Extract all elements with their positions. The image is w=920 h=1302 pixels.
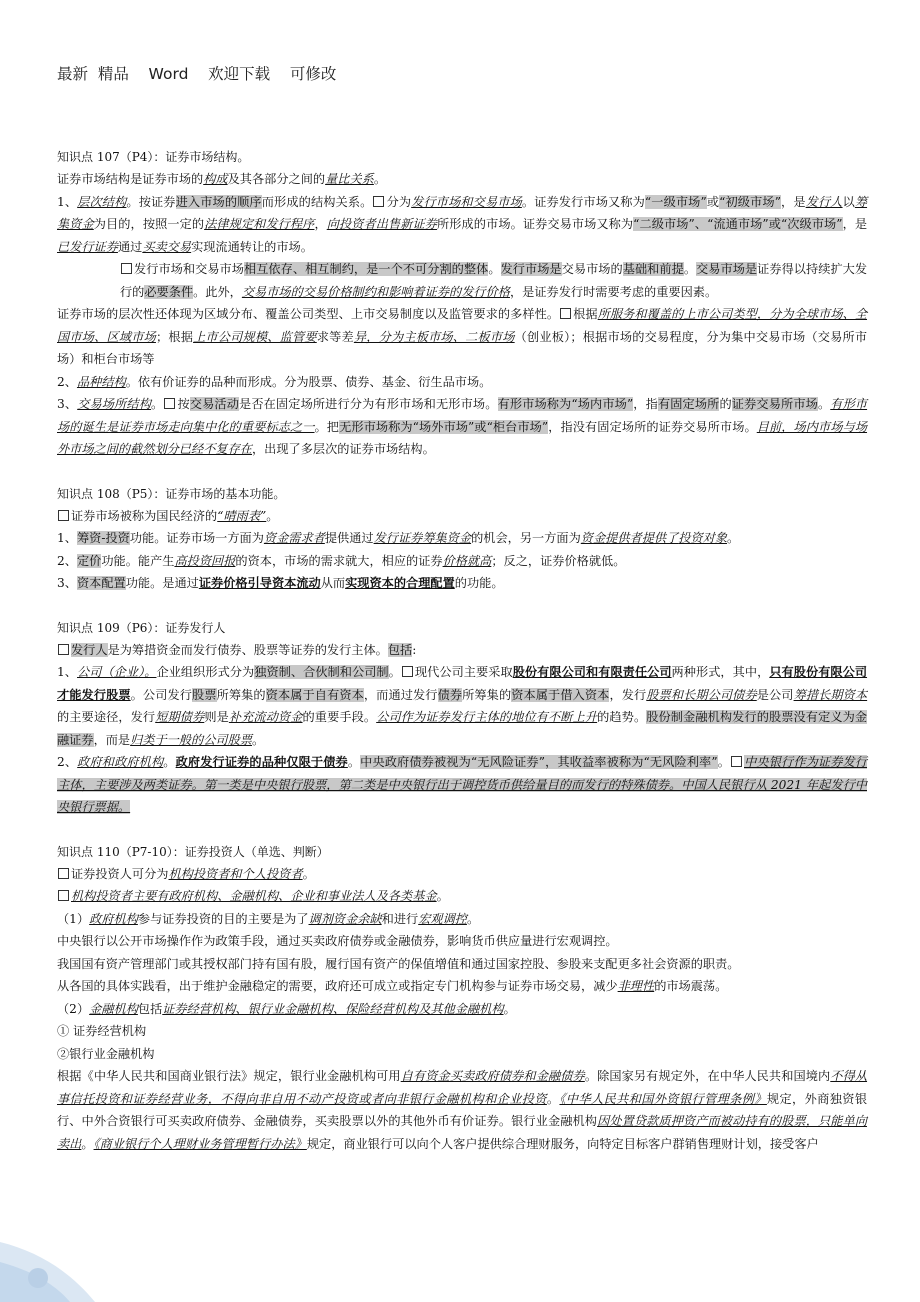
para-110-line8: ① 证券经营机构	[57, 1024, 147, 1038]
banner-text: 最新 精品 Word 欢迎下载 可修改	[57, 65, 337, 83]
checkbox-icon	[731, 756, 742, 767]
checkbox-icon	[58, 510, 69, 521]
para-107-multilevel: 证券市场的层次性还体现为区域分布、覆盖公司类型、上市交易制度以及监管要求的多样性。 根据所服务和覆盖的上市公司类型，分为全球市场、全国市场、区域市场；根据上市公司规模、监管要求等差异，分为主板市场、二板市场（创业板）；根据市场的交易程度，分为集中交易市场（交易所市场）和柜台市场等	[57, 307, 868, 366]
para-107-venue: 3、交易场所结构。 按交易活动是否在固定场所进行分为有形市场和无形市场。有形市场称为“场内市场”，指有固定场所的证券交易所市场。有形市场的诞生是证券市场走向集中化的重要标志之一。把无形市场称为“场外市场”或“柜台市场”，指没有固定场所的证券交易所市场。目前，场内市场与场外市场之间的截然划分已经不复存在，出现了多层次的证券市场结构。	[57, 397, 868, 456]
checkbox-icon	[402, 666, 413, 677]
para-108-intro: 证券市场被称为国民经济的“晴雨表”。	[57, 505, 867, 528]
para-108-allocation: 3、资本配置功能。是通过证券价格引导资本流动从而实现资本的合理配置的功能。	[57, 576, 504, 590]
para-110-line6: 从各国的具体实践看，出于维护金融稳定的需要，政府还可成立或指定专门机构参与证券市场交易，减少非理性的市场震荡。	[57, 979, 728, 993]
para-107-variety: 2、品种结构。依有价证券的品种而形成。分为股票、债券、基金、衍生品市场。	[57, 374, 492, 389]
heading-107: 知识点 107（P4）：证券市场结构。	[57, 150, 250, 164]
para-109-company: 1、公司（企业）。企业组织形式分为独资制、合伙制和公司制。 现代公司主要采取股份有限公司和有限责任公司两种形式，其中，只有股份有限公司才能发行股票。公司发行股票所筹集的资本属于自有资本，而通过发行债券所筹集的资本属于借入资本，发行股票和长期公司债券是公司筹措长期资本的主要途径，发行短期债券则是补充流动资金的重要手段。公司作为证券发行主体的地位有不断上升的趋势。股份制金融机构发行的股票没有定义为金融证券，而是归类于一般的公司股票。	[57, 665, 868, 747]
para-110-line7: （2）金融机构包括证券经营机构、银行业金融机构、保险经营机构及其他金融机构。	[57, 1001, 516, 1016]
para-107-intro: 证券市场结构是证券市场的构成及其各部分之间的量比关系。	[57, 172, 387, 186]
checkbox-icon	[58, 644, 69, 655]
checkbox-icon	[373, 196, 384, 207]
heading-109: 知识点 109（P6）：证券发行人	[57, 620, 226, 635]
para-108-financing: 1、筹资-投资功能。证券市场一方面为资金需求者提供通过发行证券筹集资金的机会，另一方面为资金提供者提供了投资对象。	[57, 531, 740, 545]
para-110-line4: 中央银行以公开市场操作作为政策手段，通过买卖政府债券或金融债券，影响货币供应量进行宏观调控。	[57, 934, 618, 948]
checkbox-icon	[121, 263, 132, 274]
checkbox-icon	[164, 398, 175, 409]
para-107-level-structure: 1、层次结构。按证券进入市场的顺序而形成的结构关系。 分为发行市场和交易市场。证券发行市场又称为“一级市场”或“初级市场”，是发行人以筹集资金为目的，按照一定的法律规定和发行程序，向投资者出售新证券所形成的市场。证券交易市场又称为“二级市场”、“流通市场”或“次级市场”，是已发行证券通过买卖交易实现流通转让的市场。	[57, 194, 868, 254]
para-110-line10: 根据《中华人民共和国商业银行法》规定，银行业金融机构可用自有资金买卖政府债券和金融债券。除国家另有规定外，在中华人民共和国境内不得从事信托投资和证券经营业务，不得向非自用不动产投资或者向非银行金融机构和企业投资。《中华人民共和国外资银行管理条例》规定，外商独资银行、中外合资银行可买卖政府债券、金融债券，买卖股票以外的其他外币有价证券。银行业金融机构因处置贷款质押资产而被动持有的股票，只能单向卖出。《商业银行个人理财业务管理暂行办法》规定，商业银行可以向个人客户提供综合理财服务，向特定目标客户群销售理财计划，接受客户	[57, 1069, 868, 1151]
para-110-line2: 机构投资者主要有政府机构、金融机构、企业和事业法人及各类基金。	[57, 885, 867, 908]
para-108-pricing: 2、定价功能。能产生高投资回报的资本，市场的需求就大，相应的证券价格就高；反之，证券价格就低。	[57, 553, 626, 568]
corner-decoration	[0, 1182, 150, 1302]
checkbox-icon	[560, 308, 571, 319]
para-110-line1: 证券投资人可分为机构投资者和个人投资者。	[57, 863, 867, 886]
heading-108: 知识点 108（P5）：证券市场的基本功能。	[57, 486, 286, 501]
checkbox-icon	[58, 868, 69, 879]
para-110-line5: 我国国有资产管理部门或其授权部门持有国有股，履行国有资产的保值增值和通过国家控股、参股来支配更多社会资源的职责。	[57, 956, 740, 971]
para-110-line3: （1）政府机构参与证券投资的目的主要是为了调剂资金余缺和进行宏观调控。	[57, 911, 480, 926]
para-107-relation: 发行市场和交易市场相互依存、相互制约，是一个不可分割的整体。发行市场是交易市场的基础和前提。交易市场是证券得以持续扩大发行的必要条件。此外，交易市场的交易价格制约和影响着证券的发行价格，是证券发行时需要考虑的重要因素。	[120, 262, 868, 299]
para-109-government: 2、政府和政府机构。政府发行证券的品种仅限于债券。中央政府债券被视为“无风险证券”，其收益率被称为“无风险利率”。 中央银行作为证券发行主体，主要涉及两类证券。第一类是中央银行股票，第二类是中央银行出于调控货币供给量目的而发行的特殊债券。中国人民银行从 2021 年起发行中央银行票据。	[57, 755, 868, 814]
para-109-intro: 发行人是为筹措资金而发行债券、股票等证券的发行主体。包括:	[57, 639, 867, 662]
para-110-line9: ②银行业金融机构	[57, 1046, 155, 1061]
heading-110: 知识点 110（P7-10）：证券投资人（单选、判断）	[57, 844, 329, 859]
document-page	[57, 62, 867, 1155]
checkbox-icon	[58, 890, 69, 901]
